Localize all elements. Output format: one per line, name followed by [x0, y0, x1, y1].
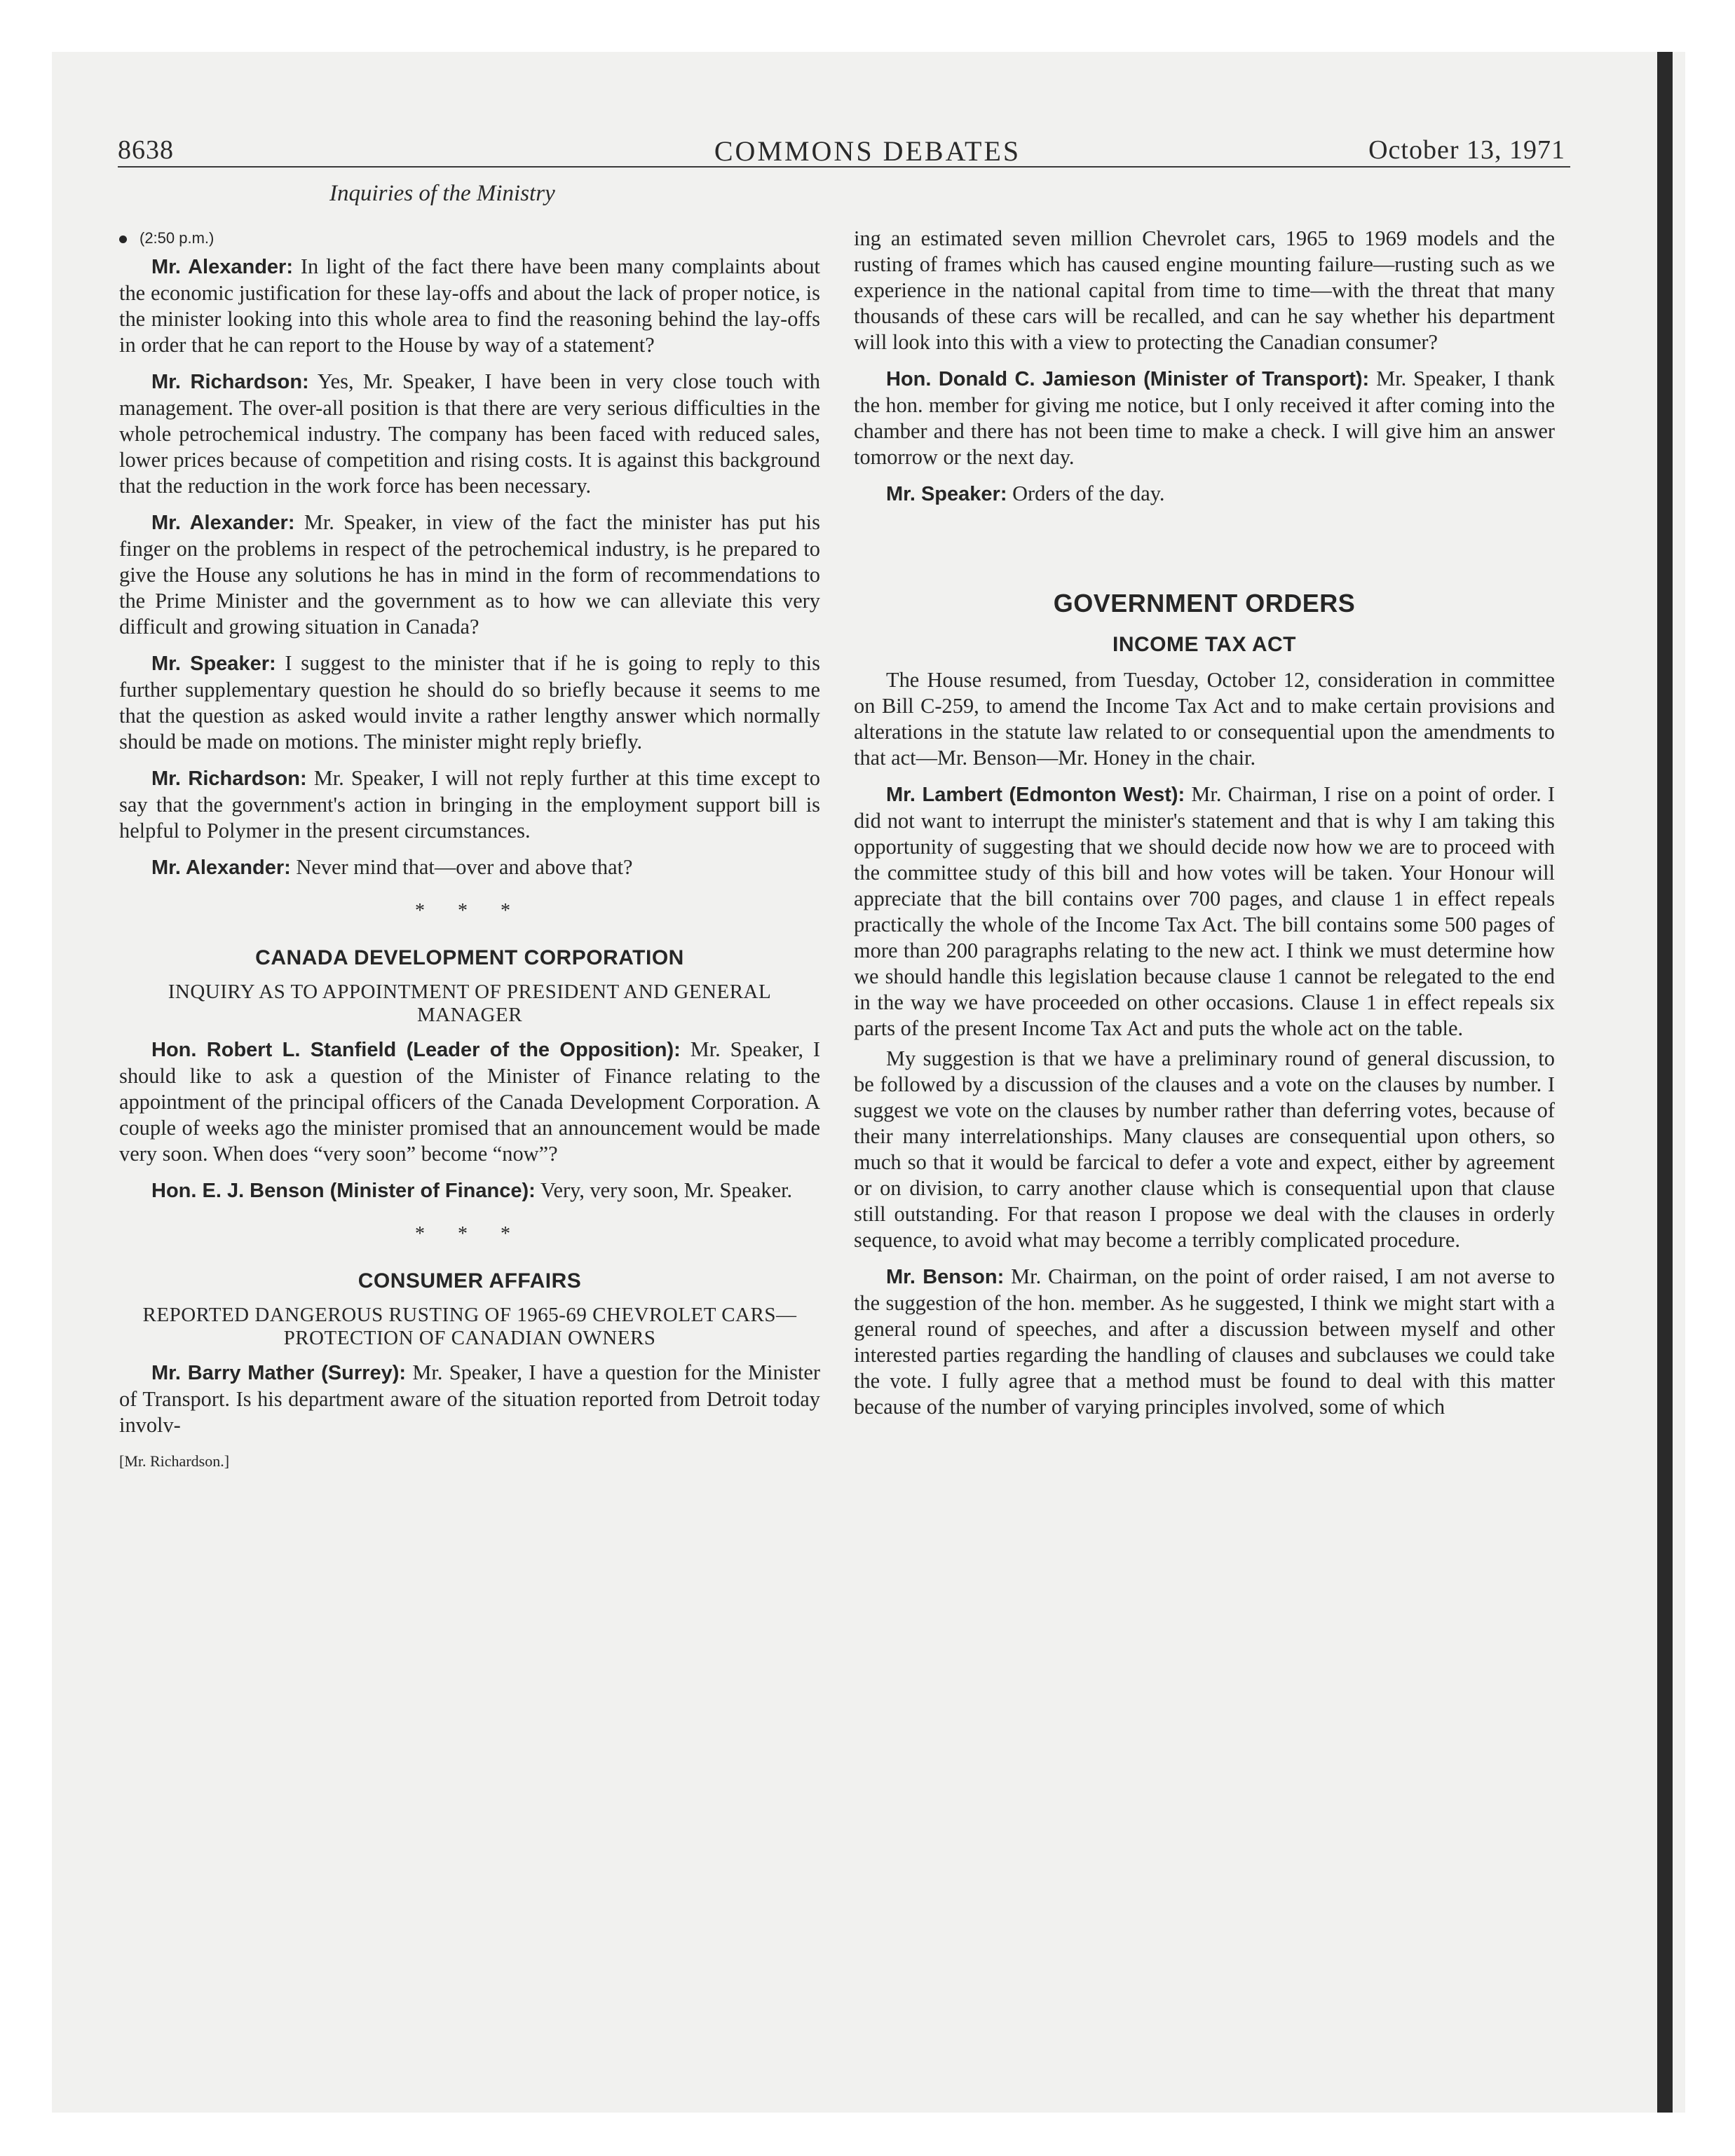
- timestamp: (2:50 p.m.): [119, 228, 820, 248]
- speaker-name: Mr. Alexander:: [151, 512, 295, 534]
- paragraph: Mr. Alexander: Mr. Speaker, in view of the fact the minister has put his finger on the problems in respect of the petrochemical industry, is he prepared to give the House any solutions he has in mind in the form of recommendations to the Prime Minister and the government as to how we can alleviate this very difficult and growing situation in Canada?: [119, 510, 820, 639]
- paragraph: Mr. Richardson: Mr. Speaker, I will not reply further at this time except to say that the government's action in bringing in the employment support bill is helpful to Polymer in the present circumstances.: [119, 766, 820, 842]
- section-separator: * * *: [415, 900, 524, 922]
- paragraph: Mr. Speaker: I suggest to the minister that if he is going to reply to this further supplementary question he should do so briefly because it seems to me that the question as asked would invite a rather lengthy answer which normally should be made on motions. The minister might reply briefly.: [119, 651, 820, 753]
- paragraph: ing an estimated seven million Chevrolet cars, 1965 to 1969 models and the rusting of frames which has caused engine mounting failure—rusting such as we experience in the national capital from time to time—with the threat that many thousands of these cars will be recalled, and can he say whether his department will look into this with a view to protecting the Canadian consumer?: [854, 226, 1555, 354]
- paragraph: Mr. Lambert (Edmonton West): Mr. Chairman, I rise on a point of order. I did not want to interrupt the minister's statement and that is why I am taking this opportunity of suggesting that we should decide now how we are to proceed with the committee study of this bill and how votes will be taken. Your Honour will appreciate that the bill contains over 700 pages, and clause 1 in effect repeals practically the whole of the Income Tax Act. The bill contains some 500 pages of more than 200 paragraphs relating to the new act. I think we must determine how we should handle this legislation because clause 1 cannot be relegated to the end in the way we have proceeded on other occasions. Clause 1 in effect repeals six parts of the present Income Tax Act and puts the whole act on the table.: [854, 782, 1555, 1040]
- section-label: Inquiries of the Ministry: [329, 181, 555, 206]
- paragraph: Mr. Alexander: Never mind that—over and above that?: [151, 855, 633, 879]
- binding-edge: [1657, 52, 1673, 2113]
- subsection-heading: INQUIRY AS TO APPOINTMENT OF PRESIDENT AND GENERAL MANAGER: [168, 981, 772, 1026]
- page-date: October 13, 1971: [1368, 135, 1565, 165]
- speaker-name: Hon. E. J. Benson (Minister of Finance):: [151, 1180, 536, 1202]
- paragraph: Hon. Donald C. Jamieson (Minister of Transport): Mr. Speaker, I thank the hon. member for giving me notice, but I only received it after coming into the chamber and there has not been time to make a check. I will give him an answer tomorrow or the next day.: [854, 367, 1555, 469]
- paragraph: Mr. Alexander: In light of the fact there have been many complaints about the economic justification for these lay-offs and about the lack of proper notice, is the minister looking into this whole area to find the reasoning behind the lay-offs in order that he can report to the House by way of a statement?: [119, 254, 820, 357]
- paragraph: Mr. Barry Mather (Surrey): Mr. Speaker, I have a question for the Minister of Transport. Is his department aware of the situation reported from Detroit today involv-: [119, 1360, 820, 1437]
- paragraph: Mr. Speaker: Orders of the day.: [886, 482, 1165, 505]
- page-number: 8638: [118, 135, 174, 165]
- left-column: [119, 226, 820, 1474]
- bullet-icon: [119, 236, 127, 243]
- section-separator: * * *: [415, 1223, 524, 1245]
- page-footer-note: [Mr. Richardson.]: [119, 1452, 230, 1470]
- paragraph: Mr. Richardson: Yes, Mr. Speaker, I have been in very close touch with management. The over-all position is that there are very serious difficulties in the whole petrochemical industry. The company has been faced with reduced sales, lower prices because of competition and rising costs. It is against this background that the reduction in the work force has been necessary.: [119, 369, 820, 498]
- section-heading: GOVERNMENT ORDERS: [1053, 589, 1356, 618]
- paragraph: Mr. Benson: Mr. Chairman, on the point of order raised, I am not averse to the suggestion of the hon. member. As he suggested, I think we might start with a general round of speeches, and after a discussion between myself and other interested parties regarding the handling of clauses and subclauses we could take the vote. I fully agree that a method must be found to deal with this matter because of the number of varying principles involved, some of which: [854, 1264, 1555, 1419]
- paragraph: Hon. E. J. Benson (Minister of Finance): Very, very soon, Mr. Speaker.: [151, 1178, 793, 1202]
- speaker-name: Mr. Lambert (Edmonton West):: [886, 784, 1185, 806]
- section-heading: CANADA DEVELOPMENT CORPORATION: [255, 946, 684, 969]
- speaker-name: Hon. Robert L. Stanfield (Leader of the Opposition):: [151, 1039, 681, 1061]
- paragraph: The House resumed, from Tuesday, October 12, consideration in committee on Bill C-259, to amend the Income Tax Act and to make certain provisions and alterations in the statute law related to or consequential upon the amendments to that act—Mr. Benson—Mr. Honey in the chair.: [854, 668, 1555, 770]
- speaker-name: Mr. Barry Mather (Surrey):: [151, 1362, 407, 1384]
- header-rule: [118, 166, 1570, 168]
- right-column: [854, 226, 1555, 1420]
- section-heading: CONSUMER AFFAIRS: [358, 1269, 582, 1292]
- speaker-name: Hon. Donald C. Jamieson (Minister of Transport):: [886, 368, 1370, 390]
- speaker-name: Mr. Speaker:: [886, 483, 1007, 505]
- subsection-heading: INCOME TAX ACT: [1113, 633, 1296, 656]
- speaker-name: Mr. Richardson:: [151, 371, 309, 393]
- paragraph: My suggestion is that we have a preliminary round of general discussion, to be followed by a discussion of the clauses and a vote on the clauses by number. I suggest we vote on the clauses by number rather than deferring votes, because of their many interrelationships. Many clauses are consequential upon others, so much so that it would be farcical to defer a vote and expect, either by agreement or on division, to carry another clause which is consequential upon that clause still outstanding. For that reason I propose we deal with the clauses in orderly sequence, to avoid what may become a terribly complicated procedure.: [854, 1046, 1555, 1252]
- speaker-name: Mr. Alexander:: [151, 857, 291, 879]
- subsection-heading: REPORTED DANGEROUS RUSTING OF 1965-69 CHEVROLET CARS—PROTECTION OF CANADIAN OWNERS: [142, 1304, 797, 1349]
- publication-title: COMMONS DEBATES: [714, 135, 1021, 167]
- speaker-name: Mr. Alexander:: [151, 256, 293, 278]
- speaker-name: Mr. Speaker:: [151, 653, 276, 675]
- speaker-name: Mr. Richardson:: [151, 767, 307, 790]
- paragraph: Hon. Robert L. Stanfield (Leader of the Opposition): Mr. Speaker, I should like to ask a question of the Minister of Finance relating to the appointment of the principal officers of the Canada Development Corporation. A couple of weeks ago the minister promised that an announcement would be made very soon. When does “very soon” become “now”?: [119, 1037, 820, 1166]
- speaker-name: Mr. Benson:: [886, 1266, 1005, 1288]
